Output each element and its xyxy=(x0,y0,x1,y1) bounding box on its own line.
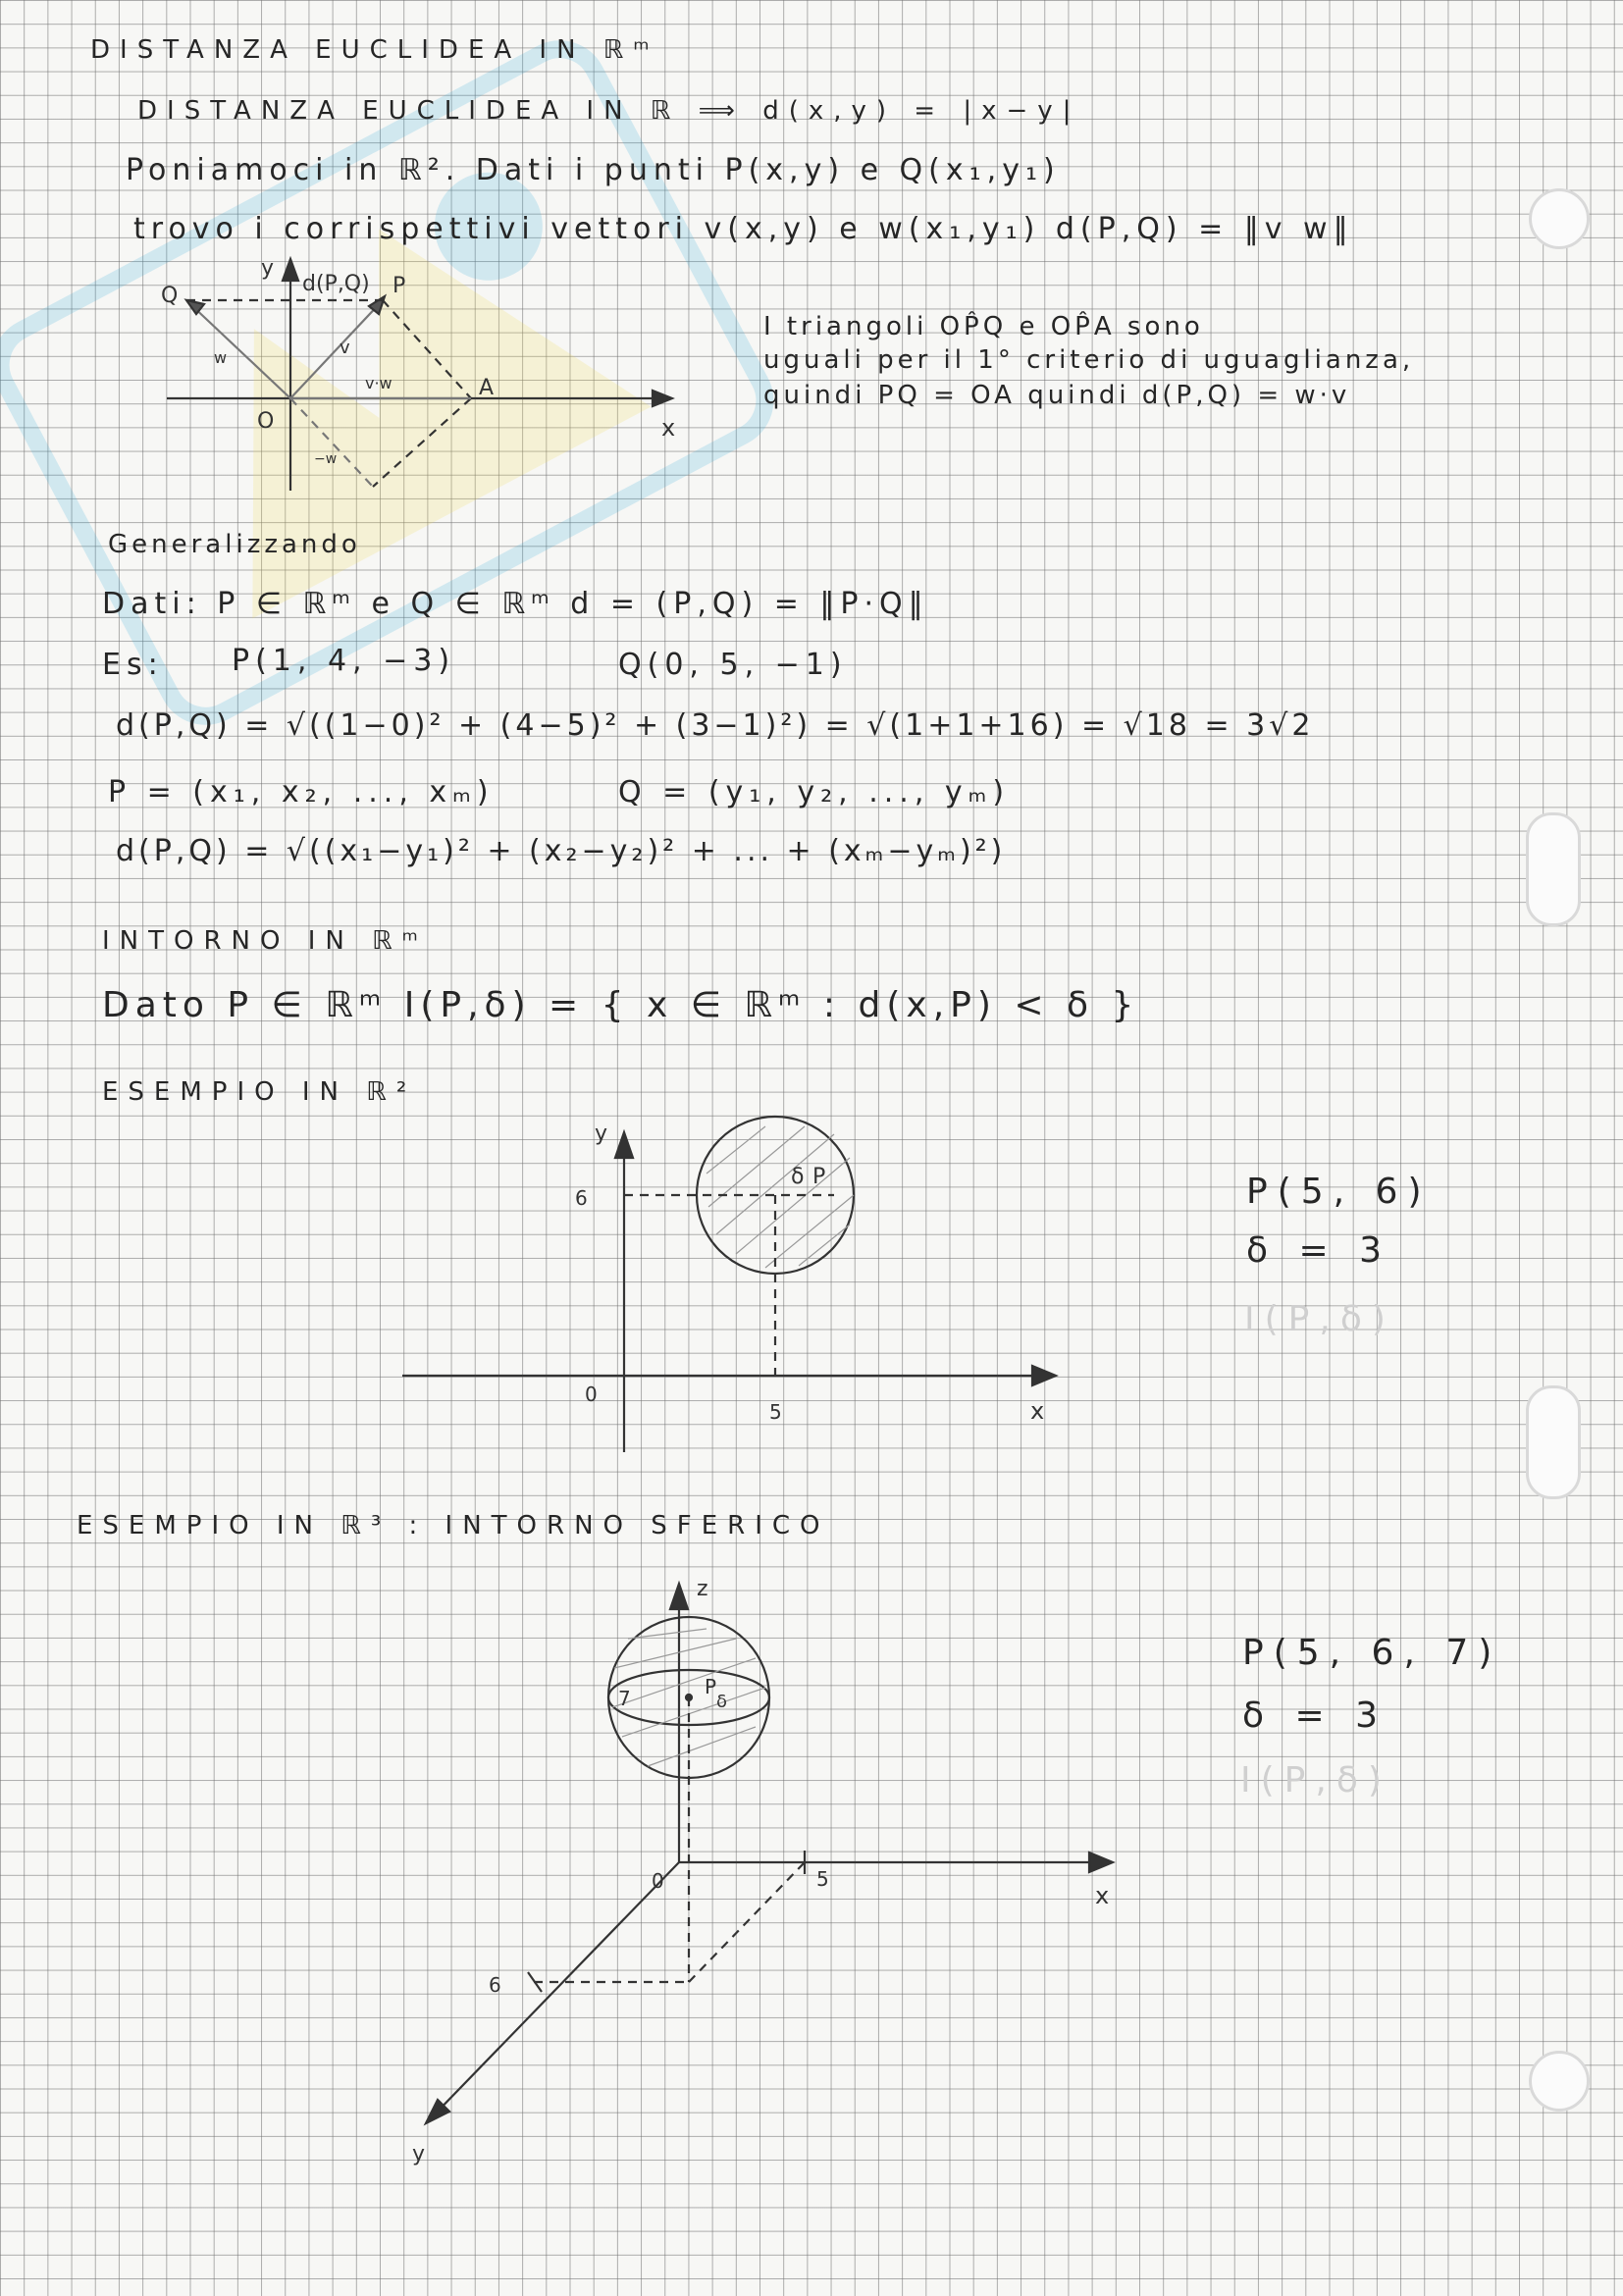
binder-hole-3 xyxy=(1526,1385,1581,1499)
fig3-label-z: z xyxy=(697,1577,708,1601)
binder-hole-2 xyxy=(1526,812,1581,926)
fig-label-v: v xyxy=(340,338,350,358)
binder-hole-1 xyxy=(1529,188,1590,249)
fig-label-dpq: d(P,Q) xyxy=(302,272,370,296)
fig3-label-0: 0 xyxy=(652,1869,664,1893)
fig3-label-6: 6 xyxy=(489,1973,501,1997)
fig3-label-p: P xyxy=(705,1675,717,1698)
title-esempio-r2: ESEMPIO IN ℝ² xyxy=(102,1077,417,1107)
note-triangoli: I triangoli OP̂Q e OP̂A sono xyxy=(763,312,1204,341)
note-uguali: uguali per il 1° criterio di uguaglianza, xyxy=(763,345,1415,375)
fig-label-p: P xyxy=(393,274,406,298)
figure-distance-r2 xyxy=(147,245,697,500)
es-point-p: P(1, 4, −3) xyxy=(232,644,456,678)
example2-point: P(5, 6) xyxy=(1246,1172,1432,1212)
general-distance-formula: d(P,Q) = √((x₁−y₁)² + (x₂−y₂)² + ... + (xₘ−yₘ)²) xyxy=(116,834,1007,868)
intorno-definition: Dato P ∈ ℝᵐ I(P,δ) = { x ∈ ℝᵐ : d(x,P) < δ } xyxy=(102,985,1140,1025)
fig-label-vw: v·w xyxy=(365,374,393,392)
fig2-label-6: 6 xyxy=(575,1186,588,1210)
fig3-label-5: 5 xyxy=(816,1867,829,1891)
fig-label-w: w xyxy=(214,348,228,367)
binder-hole-4 xyxy=(1529,2051,1590,2112)
es-point-q: Q(0, 5, −1) xyxy=(618,648,848,682)
title-distanza-euclidea-rm: DISTANZA EUCLIDEA IN ℝᵐ xyxy=(90,35,659,65)
calc-distance: d(P,Q) = √((1−0)² + (4−5)² + (3−1)²) = √(1+1+16) = √18 = 3√2 xyxy=(116,708,1315,743)
fig-label-a: A xyxy=(479,376,495,400)
fig2-label-0: 0 xyxy=(585,1383,598,1406)
heading-generalizzando: Generalizzando xyxy=(108,530,361,559)
line-poniamoci: Poniamoci in ℝ². Dati i punti P(x,y) e Q(x₁,y₁) xyxy=(126,153,1061,187)
line-vettori: trovo i corrispettivi vettori v(x,y) e w(x₁,y₁) d(P,Q) = ‖v w‖ xyxy=(133,212,1354,246)
example3-ghost-label: I(P,δ) xyxy=(1240,1760,1391,1800)
fig-label-q: Q xyxy=(161,284,179,308)
example2-ghost-label: I(P,δ) xyxy=(1244,1299,1395,1339)
fig2-label-x: x xyxy=(1030,1397,1045,1425)
example3-delta: δ = 3 xyxy=(1242,1696,1387,1736)
es-label: Es: xyxy=(102,648,164,682)
figure-intorno-r3 xyxy=(412,1570,1158,2178)
fig2-label-p: P xyxy=(812,1165,826,1189)
fig2-label-y: y xyxy=(595,1122,608,1146)
fig-label-minus-w: −w xyxy=(314,451,338,467)
example2-delta: δ = 3 xyxy=(1246,1230,1391,1271)
fig3-label-y: y xyxy=(412,2142,426,2166)
fig3-label-delta: δ xyxy=(716,1692,728,1712)
line-distanza-r: DISTANZA EUCLIDEA IN ℝ ⟹ d(x,y) = |x−y| xyxy=(137,96,1081,126)
note-quindi: quindi PQ = OA quindi d(P,Q) = w·v xyxy=(763,381,1351,410)
fig3-label-x: x xyxy=(1095,1882,1110,1909)
fig-label-o: O xyxy=(257,409,275,434)
fig-label-x: x xyxy=(661,414,676,442)
title-intorno-rm: INTORNO IN ℝᵐ xyxy=(102,926,428,956)
q-definition: Q = (y₁, y₂, ..., yₘ) xyxy=(618,775,1011,809)
fig-label-y: y xyxy=(261,256,275,281)
figure-intorno-r2 xyxy=(393,1119,1079,1482)
fig2-label-delta: δ xyxy=(791,1165,805,1189)
fig2-label-5: 5 xyxy=(769,1400,782,1424)
example3-point: P(5, 6, 7) xyxy=(1242,1633,1502,1673)
title-esempio-r3: ESEMPIO IN ℝ³ : INTORNO SFERICO xyxy=(77,1511,830,1540)
p-definition: P = (x₁, x₂, ..., xₘ) xyxy=(108,775,495,809)
line-dati-p-q: Dati: P ∈ ℝᵐ e Q ∈ ℝᵐ d = (P,Q) = ‖P·Q‖ xyxy=(102,587,929,621)
fig3-label-7: 7 xyxy=(618,1687,631,1710)
